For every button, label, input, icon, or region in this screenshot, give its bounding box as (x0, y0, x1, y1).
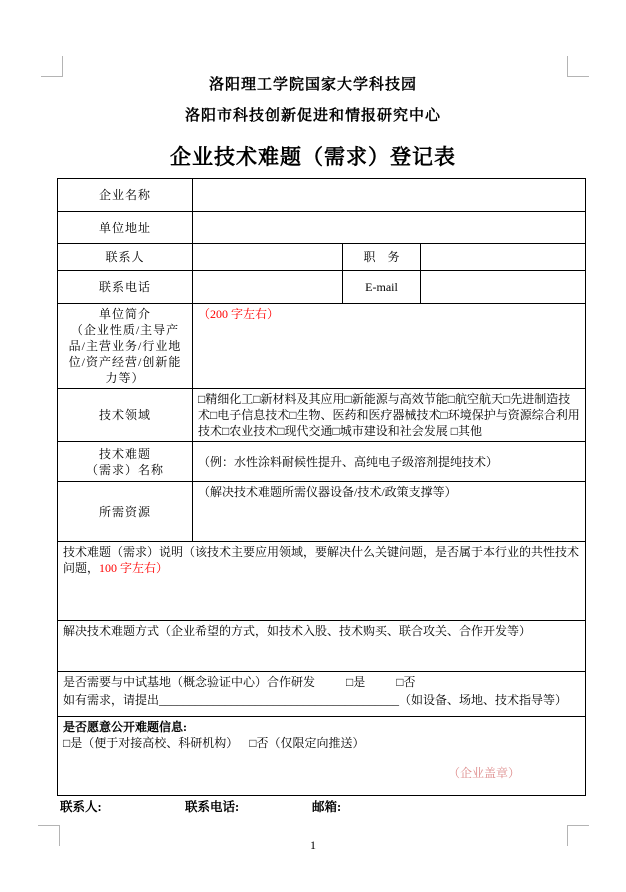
publicity-cell[interactable] (58, 717, 586, 796)
problem-name-label-line1: 技术难题 (98, 446, 151, 461)
company-profile-label-sub: （企业性质/主导产品/主营业务/行业地位/资产经营/创新能力等） (68, 323, 182, 385)
contact-person-input-cell[interactable] (193, 244, 343, 271)
footer-contact-label: 联系人: (60, 800, 102, 814)
problem-name-input-cell[interactable] (193, 442, 586, 482)
phone-input-cell[interactable] (193, 271, 343, 304)
company-name-input-cell[interactable] (193, 179, 586, 212)
tech-field-checkbox-options[interactable]: □精细化工□新材料及其应用□新能源与高效节能□航空航天□先进制造技术□电子信息技术□生物、医药和医疗器械技术□环境保护与资源综合利用技术□农业技术□现代交通□城市建设和社会发展 □其他 (198, 392, 580, 438)
pilot-no-checkbox[interactable]: □否 (396, 675, 416, 689)
pilot-yes-checkbox[interactable]: □是 (346, 675, 366, 689)
tech-field-label: 技术领域 (58, 389, 193, 442)
phone-label: 联系电话 (58, 271, 193, 304)
publicity-title: 是否愿意公开难题信息: (63, 720, 187, 734)
document-header (0, 70, 626, 171)
tech-field-options-cell[interactable] (193, 389, 586, 442)
contact-person-label: 联系人 (58, 244, 193, 271)
org-title-line1: 洛阳理工学院国家大学科技园 (208, 77, 417, 93)
publicity-options-line (63, 735, 580, 751)
solution-method-text: 解决技术难题方式（企业希望的方式，如技术入股、技术购买、联合攻关、合作开发等） (63, 624, 532, 638)
page-number: 1 (310, 838, 316, 852)
pilot-base-cell[interactable] (58, 672, 586, 717)
company-profile-label (58, 304, 193, 389)
pilot-request-blank[interactable]: ________________________________________ (159, 693, 400, 707)
org-title-line2: 洛阳市科技创新促进和情报研究中心 (184, 108, 441, 124)
problem-description-cell[interactable] (58, 542, 586, 621)
publicity-yes-checkbox[interactable]: □是（便于对接高校、科研机构） (63, 736, 239, 750)
pilot-request-line (63, 692, 580, 708)
pilot-base-question-line (63, 674, 580, 690)
resources-input-cell[interactable] (193, 482, 586, 542)
footer-contact-line (0, 797, 626, 815)
company-profile-input-cell[interactable] (193, 304, 586, 389)
problem-name-label (58, 442, 193, 482)
position-label: 职 务 (343, 244, 421, 271)
problem-description-length-hint: 100 字左右） (99, 561, 169, 575)
problem-description-text: 技术难题（需求）说明（该技术主要应用领域，要解决什么关键问题，是否属于本行业的共性技术问题， (63, 545, 580, 575)
email-input-cell[interactable] (421, 271, 586, 304)
address-label: 单位地址 (58, 212, 193, 244)
pilot-base-question: 是否需要与中试基地（概念验证中心）合作研发 (63, 675, 316, 689)
problem-name-example-hint: （例：水性涂料耐候性提升、高纯电子级溶剂提纯技术） (198, 454, 499, 469)
company-profile-length-hint: （200 字左右） (198, 307, 280, 321)
position-input-cell[interactable] (421, 244, 586, 271)
problem-name-label-line2: （需求）名称 (85, 462, 164, 477)
company-seal-note: （企业盖章） (448, 766, 521, 780)
address-input-cell[interactable] (193, 212, 586, 244)
pilot-request-suffix: （如设备、场地、技术指导等） (399, 693, 568, 707)
footer-email-label: 邮箱: (312, 800, 342, 814)
publicity-no-checkbox[interactable]: □否（仅限定向推送） (249, 736, 365, 750)
company-name-label: 企业名称 (58, 179, 193, 212)
registration-table (57, 178, 586, 796)
resources-label: 所需资源 (58, 482, 193, 542)
resources-hint: （解决技术难题所需仪器设备/技术/政策支撑等） (198, 485, 457, 499)
form-title: 企业技术难题（需求）登记表 (170, 145, 456, 169)
footer-phone-label: 联系电话: (185, 800, 240, 814)
solution-method-cell[interactable] (58, 621, 586, 672)
company-profile-label-title: 单位简介 (98, 307, 151, 321)
email-label: E-mail (343, 271, 421, 304)
pilot-request-prefix: 如有需求，请提出 (63, 693, 160, 707)
